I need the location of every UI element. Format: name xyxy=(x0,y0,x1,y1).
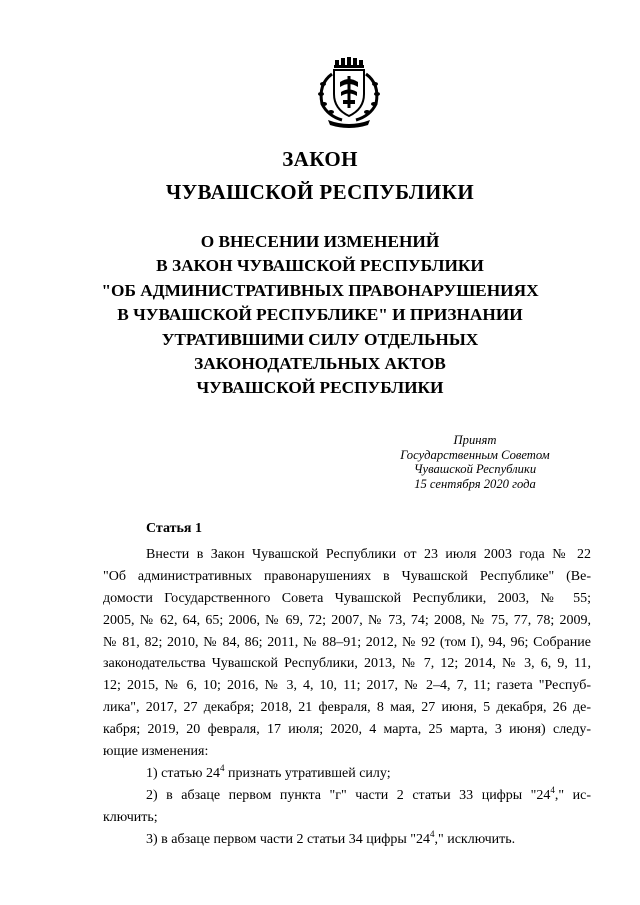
paragraph-line: № 81, 82; 2010, № 84, 86; 2011, № 88–91; 2012, № 92 (том I), 94, 96; Собрание xyxy=(103,634,591,650)
subtitle-line: В ЗАКОН ЧУВАШСКОЙ РЕСПУБЛИКИ xyxy=(156,256,484,276)
subtitle-line: "ОБ АДМИНИСТРАТИВНЫХ ПРАВОНАРУШЕНИЯХ xyxy=(101,280,539,300)
subtitle-line: ЗАКОНОДАТЕЛЬНЫХ АКТОВ xyxy=(194,354,446,374)
paragraph-line: ющие изменения: xyxy=(103,744,209,760)
paragraph-line: 2005, № 62, 64, 65; 2006, № 69, 72; 2007, № 73, 74; 2008, № 75, 77, 78; 2009, xyxy=(103,612,591,628)
adoption-line: Государственным Советом xyxy=(400,447,550,462)
paragraph-line: законодательства Чувашской Республики, 2013, № 7, 12; 2014, № 3, 6, 9, 11, xyxy=(103,656,591,672)
item-text: 3) в абзаце первом части 2 статьи 34 цифры "24 xyxy=(146,831,430,847)
adoption-date: 15 сентября 2020 года xyxy=(414,476,536,491)
adoption-note xyxy=(365,433,585,491)
subtitle-line: О ВНЕСЕНИИ ИЗМЕНЕНИЙ xyxy=(200,232,440,251)
subtitle-line: ЧУВАШСКОЙ РЕСПУБЛИКИ xyxy=(196,378,444,398)
paragraph-line: лика", 2017, 27 декабря; 2018, 21 февраля, 8 мая, 27 июня, 5 декабря, 26 де- xyxy=(103,700,591,716)
superscript: 4 xyxy=(550,784,555,795)
item-text: признать утратившей силу; xyxy=(224,765,391,781)
adoption-line: Чувашской Республики xyxy=(413,462,537,476)
superscript: 4 xyxy=(429,828,435,839)
item-text: 2) в абзаце первом пункта "г" части 2 статьи 33 цифры "24 xyxy=(146,787,551,803)
list-item xyxy=(103,829,591,851)
paragraph-line: Внести в Закон Чувашской Республики от 23 июля 2003 года № 22 xyxy=(146,547,591,562)
adoption-line: Принят xyxy=(453,433,497,447)
list-item xyxy=(103,785,591,807)
article-body xyxy=(103,544,591,850)
paragraph-line: 12; 2015, № 6, 10; 2016, № 3, 4, 10, 11; 2017, № 2–4, 7, 11; газета "Респуб- xyxy=(103,678,591,694)
item-text: ," исключить. xyxy=(434,831,516,847)
paragraph-line: "Об административных правонарушениях в Чувашской Республике" (Ве- xyxy=(103,568,591,584)
superscript: 4 xyxy=(219,762,225,773)
list-item-continuation: ключить; xyxy=(103,809,158,825)
list-item xyxy=(103,763,591,785)
item-text: ," ис- xyxy=(554,787,591,803)
law-title: ЗАКОН xyxy=(282,147,358,171)
article-heading: Статья 1 xyxy=(146,521,202,536)
subtitle-line: УТРАТИВШИМИ СИЛУ ОТДЕЛЬНЫХ xyxy=(161,329,479,349)
item-text: 1) статью 24 xyxy=(146,765,220,781)
subtitle-line: В ЧУВАШСКОЙ РЕСПУБЛИКЕ" И ПРИЗНАНИИ xyxy=(117,305,523,325)
law-republic-title: ЧУВАШСКОЙ РЕСПУБЛИКИ xyxy=(165,180,475,204)
chuvash-coat-of-arms-icon xyxy=(310,54,386,130)
law-subtitle xyxy=(40,230,600,401)
paragraph-line: кабря; 2019, 20 февраля, 17 июля; 2020, 4 марта, 25 марта, 3 июня) следу- xyxy=(103,722,591,738)
paragraph-line: домости Государственного Совета Чувашской Республики, 2003, № 55; xyxy=(103,590,591,606)
